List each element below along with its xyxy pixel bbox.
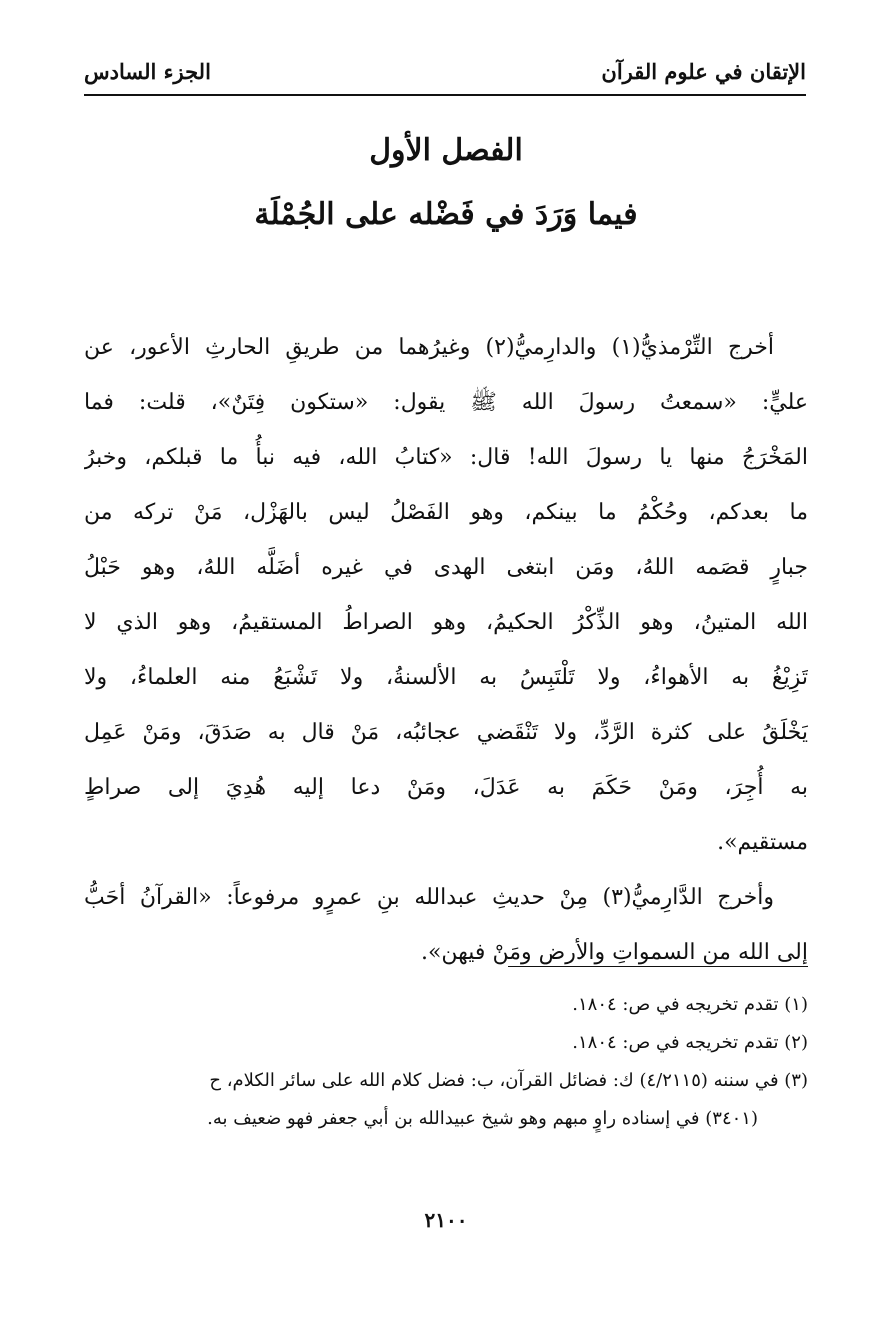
body-line: جبارٍ قصَمه اللهُ، ومَن ابتغى الهدى في غيره أضَلَّه اللهُ، وهو حَبْلُ	[84, 555, 808, 580]
footnote-continuation: (٣٤٠١) في إسناده راوٍ مبهم وهو شيخ عبيدالله بن أبي جعفر فهو ضعيف به.	[207, 1108, 758, 1129]
footnote: (١) تقدم تخريجه في ص: ١٨٠٤.	[572, 994, 808, 1015]
body-line: عليٍّ: «سمعتُ رسولَ الله ﷺ يقول: «ستكون فِتَنٌ»، قلت: فما	[84, 390, 808, 415]
body-line: ما بعدكم، وحُكْمُ ما بينكم، وهو الفَصْلُ ليس بالهَزْل، مَنْ تركه من	[84, 500, 808, 525]
body-line: تَزِيْغُ به الأهواءُ، ولا تَلْتَبِسُ به الألسنةُ، ولا تَشْبَعُ منه العلماءُ، ولا	[84, 665, 808, 690]
header-volume: الجزء السادس	[84, 58, 211, 84]
body-line: إلى الله من السمواتِ والأرض ومَنْ فيهن».	[420, 940, 808, 965]
body-line: مستقيم».	[717, 830, 808, 855]
footnote-separator	[508, 966, 808, 967]
chapter-subtitle: فيما وَرَدَ في فَضْله على الجُمْلَة	[254, 197, 638, 232]
footnotes	[84, 986, 808, 1138]
body-line: يَخْلَقُ على كثرة الرَّدِّ، ولا تَنْقَضي عجائبُه، مَنْ قال به صَدَقَ، ومَنْ عَمِل	[84, 720, 808, 745]
footnote: (٣) في سننه (٤/٢١١٥) ك: فضائل القرآن، ب: فضل كلام الله على سائر الكلام، ح	[209, 1070, 808, 1091]
body-line: الله المتينُ، وهو الذِّكْرُ الحكيمُ، وهو الصراطُ المستقيمُ، وهو الذي لا	[84, 610, 808, 635]
chapter-title: الفصل الأول	[369, 133, 523, 168]
body-line: أخرج التِّرْمذيُّ(١) والدارِميُّ(٢) وغيرُهما من طريقِ الحارثِ الأعور، عن	[84, 335, 774, 360]
body-line: المَخْرَجُ منها يا رسولَ الله! قال: «كتابُ الله، فيه نبأُ ما قبلكم، وخبرُ	[84, 445, 808, 470]
running-header	[84, 54, 806, 96]
footnote: (٢) تقدم تخريجه في ص: ١٨٠٤.	[572, 1032, 808, 1053]
body-line: به أُجِرَ، ومَنْ حَكَمَ به عَدَلَ، ومَنْ دعا إليه هُدِيَ إلى صراطٍ	[84, 775, 808, 800]
header-book-title: الإتقان في علوم القرآن	[601, 58, 806, 84]
body-line: وأخرج الدَّارِميُّ(٣) مِنْ حديثِ عبدالله بنِ عمرٍو مرفوعاً: «القرآنُ أحَبُّ	[84, 885, 774, 910]
page-number: ٢١٠٠	[424, 1208, 468, 1232]
body-text	[84, 320, 808, 980]
